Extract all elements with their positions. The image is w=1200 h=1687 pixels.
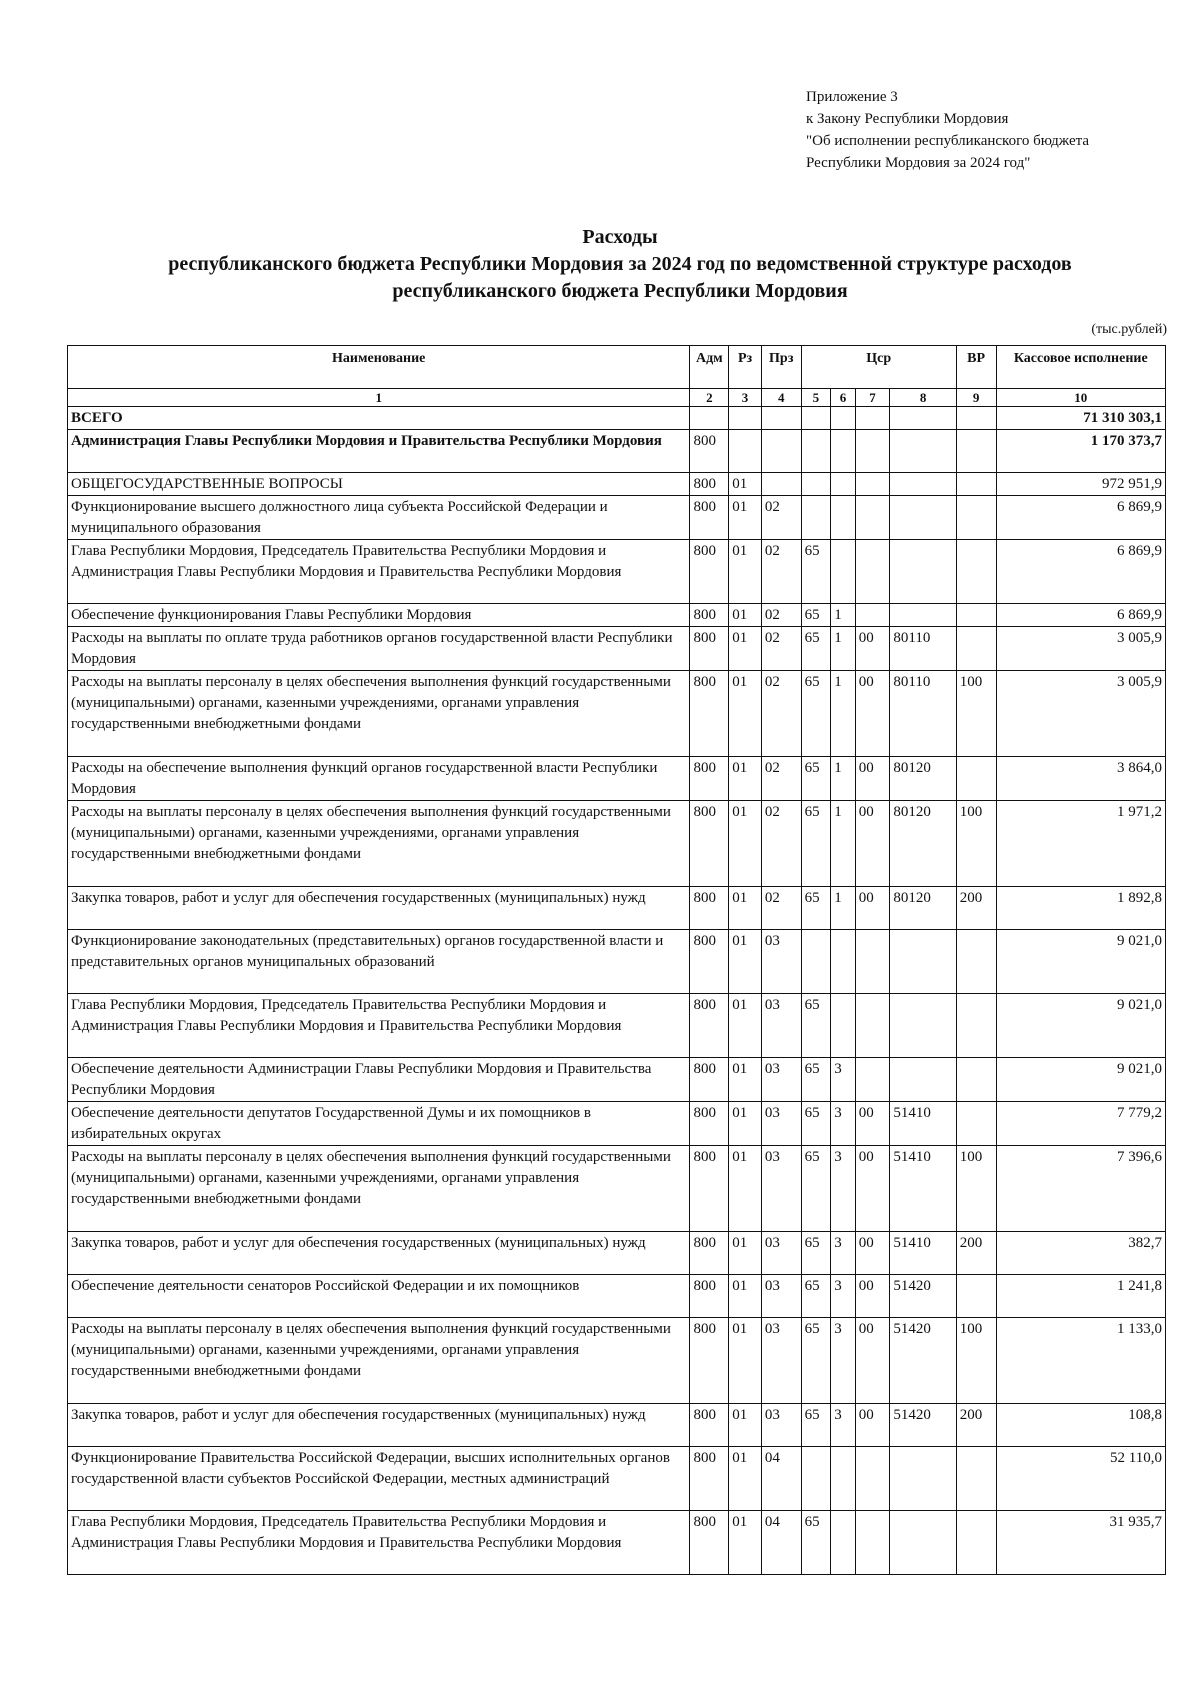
col-number: 6 [831, 389, 855, 407]
cell-adm: 800 [690, 1404, 729, 1447]
cell-vr [956, 1275, 996, 1318]
cell-c5: 65 [801, 627, 831, 671]
cell-c6: 1 [831, 801, 855, 887]
cell-rz: 01 [729, 1318, 762, 1404]
cell-vr [956, 496, 996, 540]
cell-prz: 02 [761, 496, 801, 540]
cell-name: Администрация Главы Республики Мордовия и Правительства Республики Мордовия [68, 430, 690, 473]
cell-rz: 01 [729, 1058, 762, 1102]
cell-rz: 01 [729, 757, 762, 801]
cell-vr [956, 540, 996, 604]
cell-c6: 3 [831, 1058, 855, 1102]
appendix-note [806, 86, 1186, 174]
cell-c8: 80120 [890, 757, 956, 801]
cell-c7 [855, 1511, 890, 1575]
cell-rz [729, 407, 762, 430]
cell-sum: 9 021,0 [996, 930, 1165, 994]
cell-c7: 00 [855, 757, 890, 801]
cell-name: Закупка товаров, работ и услуг для обеспечения государственных (муниципальных) нужд [68, 1232, 690, 1275]
cell-sum: 1 133,0 [996, 1318, 1165, 1404]
cell-c7 [855, 1058, 890, 1102]
cell-rz: 01 [729, 887, 762, 930]
cell-name: Глава Республики Мордовия, Председатель Правительства Республики Мордовия и Администрация Главы Республики Мордовия и Правительства Республики Мордовия [68, 1511, 690, 1575]
cell-c6 [831, 496, 855, 540]
cell-prz: 02 [761, 671, 801, 757]
cell-adm: 800 [690, 1275, 729, 1318]
cell-rz: 01 [729, 994, 762, 1058]
cell-adm: 800 [690, 1447, 729, 1511]
cell-adm: 800 [690, 627, 729, 671]
document-title [60, 224, 1180, 305]
cell-sum: 108,8 [996, 1404, 1165, 1447]
cell-vr [956, 1102, 996, 1146]
table-row [68, 994, 1166, 1058]
cell-c6 [831, 430, 855, 473]
cell-prz: 02 [761, 604, 801, 627]
table-row [68, 430, 1166, 473]
cell-vr: 100 [956, 1146, 996, 1232]
cell-c5: 65 [801, 994, 831, 1058]
cell-name: Обеспечение деятельности сенаторов Российской Федерации и их помощников [68, 1275, 690, 1318]
cell-vr [956, 407, 996, 430]
cell-prz: 02 [761, 887, 801, 930]
table-row [68, 407, 1166, 430]
cell-prz: 04 [761, 1511, 801, 1575]
cell-sum: 1 892,8 [996, 887, 1165, 930]
cell-vr [956, 1058, 996, 1102]
cell-c5 [801, 930, 831, 994]
cell-vr [956, 994, 996, 1058]
header-name: Наименование [68, 346, 690, 389]
header-vr: ВР [956, 346, 996, 389]
cell-prz: 02 [761, 801, 801, 887]
cell-c8: 80120 [890, 887, 956, 930]
cell-adm: 800 [690, 1511, 729, 1575]
cell-c8: 80120 [890, 801, 956, 887]
col-number: 1 [68, 389, 690, 407]
col-number: 10 [996, 389, 1165, 407]
cell-c8: 80110 [890, 627, 956, 671]
cell-c7 [855, 930, 890, 994]
cell-name: Расходы на выплаты персоналу в целях обеспечения выполнения функций государственными (муниципальными) органами, казенными учреждениями, органами управления государственными внебюджетными фондами [68, 1318, 690, 1404]
cell-vr: 100 [956, 1318, 996, 1404]
units-label: (тыс.рублей) [1091, 322, 1167, 337]
table-row [68, 1318, 1166, 1404]
cell-prz [761, 430, 801, 473]
cell-sum: 52 110,0 [996, 1447, 1165, 1511]
table-row [68, 1102, 1166, 1146]
cell-c7: 00 [855, 627, 890, 671]
cell-c5 [801, 496, 831, 540]
cell-c8: 51420 [890, 1318, 956, 1404]
cell-vr: 100 [956, 671, 996, 757]
cell-sum: 6 869,9 [996, 540, 1165, 604]
cell-c7: 00 [855, 1275, 890, 1318]
table-row [68, 1404, 1166, 1447]
cell-sum: 3 864,0 [996, 757, 1165, 801]
cell-rz: 01 [729, 671, 762, 757]
cell-c7: 00 [855, 671, 890, 757]
cell-c8 [890, 473, 956, 496]
cell-c7 [855, 540, 890, 604]
cell-name: Функционирование законодательных (представительных) органов государственной власти и представительных органов муниципальных образований [68, 930, 690, 994]
cell-vr [956, 757, 996, 801]
cell-vr: 200 [956, 1404, 996, 1447]
table-row [68, 757, 1166, 801]
cell-c5 [801, 407, 831, 430]
cell-vr [956, 473, 996, 496]
cell-name: Обеспечение функционирования Главы Республики Мордовия [68, 604, 690, 627]
cell-sum: 31 935,7 [996, 1511, 1165, 1575]
cell-rz: 01 [729, 801, 762, 887]
cell-c7: 00 [855, 1102, 890, 1146]
appendix-line: к Закону Республики Мордовия [806, 111, 1009, 127]
table-row [68, 1275, 1166, 1318]
cell-adm: 800 [690, 757, 729, 801]
cell-c8 [890, 407, 956, 430]
table-row [68, 473, 1166, 496]
cell-rz: 01 [729, 930, 762, 994]
cell-sum: 6 869,9 [996, 604, 1165, 627]
col-number: 3 [729, 389, 762, 407]
cell-c8 [890, 430, 956, 473]
cell-c6: 3 [831, 1146, 855, 1232]
cell-name: Расходы на выплаты персоналу в целях обеспечения выполнения функций государственными (муниципальными) органами, казенными учреждениями, органами управления государственными внебюджетными фондами [68, 801, 690, 887]
table-row [68, 496, 1166, 540]
cell-c5 [801, 430, 831, 473]
cell-prz [761, 473, 801, 496]
cell-name: ВСЕГО [68, 407, 690, 430]
cell-c5: 65 [801, 1511, 831, 1575]
cell-c7: 00 [855, 1146, 890, 1232]
cell-c5 [801, 1447, 831, 1511]
cell-c8: 51420 [890, 1275, 956, 1318]
cell-sum: 1 971,2 [996, 801, 1165, 887]
cell-c8 [890, 930, 956, 994]
cell-prz: 03 [761, 1146, 801, 1232]
title-line: республиканского бюджета Республики Мордовия [392, 280, 848, 302]
cell-adm: 800 [690, 994, 729, 1058]
cell-name: Расходы на выплаты по оплате труда работников органов государственной власти Республики Мордовия [68, 627, 690, 671]
col-number: 2 [690, 389, 729, 407]
cell-c5: 65 [801, 1275, 831, 1318]
cell-sum: 9 021,0 [996, 994, 1165, 1058]
cell-sum: 382,7 [996, 1232, 1165, 1275]
cell-prz: 03 [761, 1275, 801, 1318]
appendix-line: Республики Мордовия за 2024 год" [806, 155, 1031, 171]
cell-prz: 04 [761, 1447, 801, 1511]
title-line: республиканского бюджета Республики Мордовия за 2024 год по ведомственной структуре расходов [168, 253, 1072, 275]
cell-c6: 1 [831, 671, 855, 757]
cell-c5: 65 [801, 887, 831, 930]
cell-vr: 200 [956, 887, 996, 930]
cell-vr: 200 [956, 1232, 996, 1275]
col-number: 8 [890, 389, 956, 407]
table-row [68, 604, 1166, 627]
cell-adm: 800 [690, 887, 729, 930]
cell-c6 [831, 1447, 855, 1511]
cell-rz: 01 [729, 1275, 762, 1318]
cell-c6: 3 [831, 1232, 855, 1275]
cell-prz: 03 [761, 994, 801, 1058]
cell-c6 [831, 473, 855, 496]
cell-sum: 9 021,0 [996, 1058, 1165, 1102]
cell-c8: 51410 [890, 1232, 956, 1275]
header-prz: Прз [761, 346, 801, 389]
cell-rz: 01 [729, 1146, 762, 1232]
cell-adm: 800 [690, 540, 729, 604]
col-number: 5 [801, 389, 831, 407]
cell-sum: 71 310 303,1 [996, 407, 1165, 430]
cell-c6: 3 [831, 1404, 855, 1447]
cell-adm: 800 [690, 1146, 729, 1232]
cell-adm [690, 407, 729, 430]
cell-sum: 1 241,8 [996, 1275, 1165, 1318]
cell-prz: 02 [761, 627, 801, 671]
cell-c5: 65 [801, 604, 831, 627]
cell-c7 [855, 496, 890, 540]
cell-name: Расходы на выплаты персоналу в целях обеспечения выполнения функций государственными (муниципальными) органами, казенными учреждениями, органами управления государственными внебюджетными фондами [68, 671, 690, 757]
cell-c7 [855, 430, 890, 473]
cell-c6: 3 [831, 1275, 855, 1318]
cell-adm: 800 [690, 1058, 729, 1102]
cell-c7 [855, 1447, 890, 1511]
header-rz: Рз [729, 346, 762, 389]
cell-adm: 800 [690, 801, 729, 887]
expenditure-table [67, 345, 1166, 1575]
cell-adm: 800 [690, 1318, 729, 1404]
cell-name: Закупка товаров, работ и услуг для обеспечения государственных (муниципальных) нужд [68, 887, 690, 930]
cell-sum: 3 005,9 [996, 671, 1165, 757]
cell-c7 [855, 407, 890, 430]
cell-rz: 01 [729, 540, 762, 604]
cell-sum: 3 005,9 [996, 627, 1165, 671]
cell-c8: 80110 [890, 671, 956, 757]
cell-c8 [890, 1447, 956, 1511]
cell-c8 [890, 540, 956, 604]
col-number: 9 [956, 389, 996, 407]
table-row [68, 930, 1166, 994]
cell-name: Функционирование высшего должностного лица субъекта Российской Федерации и муниципального образования [68, 496, 690, 540]
cell-adm: 800 [690, 430, 729, 473]
cell-rz: 01 [729, 604, 762, 627]
cell-vr [956, 430, 996, 473]
cell-rz: 01 [729, 1102, 762, 1146]
cell-name: Обеспечение деятельности Администрации Главы Республики Мордовия и Правительства Республики Мордовия [68, 1058, 690, 1102]
cell-vr [956, 604, 996, 627]
table-row [68, 1232, 1166, 1275]
table-row [68, 540, 1166, 604]
cell-adm: 800 [690, 1232, 729, 1275]
cell-c7: 00 [855, 887, 890, 930]
cell-rz [729, 430, 762, 473]
table-row [68, 1058, 1166, 1102]
cell-rz: 01 [729, 1232, 762, 1275]
cell-prz: 03 [761, 1404, 801, 1447]
cell-c7 [855, 604, 890, 627]
cell-adm: 800 [690, 473, 729, 496]
cell-c8: 51420 [890, 1404, 956, 1447]
cell-prz: 03 [761, 1232, 801, 1275]
cell-c5: 65 [801, 1404, 831, 1447]
col-number: 4 [761, 389, 801, 407]
cell-c6 [831, 540, 855, 604]
cell-c8: 51410 [890, 1146, 956, 1232]
cell-c5 [801, 473, 831, 496]
cell-adm: 800 [690, 604, 729, 627]
col-number: 7 [855, 389, 890, 407]
cell-c6: 3 [831, 1318, 855, 1404]
cell-name: Глава Республики Мордовия, Председатель Правительства Республики Мордовия и Администрация Главы Республики Мордовия и Правительства Республики Мордовия [68, 540, 690, 604]
table-row [68, 1146, 1166, 1232]
cell-vr [956, 627, 996, 671]
cell-sum: 972 951,9 [996, 473, 1165, 496]
cell-c6: 1 [831, 887, 855, 930]
cell-c5: 65 [801, 801, 831, 887]
cell-c6 [831, 1511, 855, 1575]
table-row [68, 887, 1166, 930]
cell-sum: 6 869,9 [996, 496, 1165, 540]
cell-c6: 3 [831, 1102, 855, 1146]
table-row [68, 1447, 1166, 1511]
cell-name: Закупка товаров, работ и услуг для обеспечения государственных (муниципальных) нужд [68, 1404, 690, 1447]
cell-c8 [890, 496, 956, 540]
cell-c5: 65 [801, 1232, 831, 1275]
table-row [68, 627, 1166, 671]
cell-vr [956, 930, 996, 994]
cell-vr: 100 [956, 801, 996, 887]
cell-prz: 03 [761, 1058, 801, 1102]
cell-c6: 1 [831, 757, 855, 801]
table-row [68, 671, 1166, 757]
cell-adm: 800 [690, 1102, 729, 1146]
title-line: Расходы [582, 226, 658, 248]
cell-c5: 65 [801, 1102, 831, 1146]
cell-vr [956, 1447, 996, 1511]
cell-vr [956, 1511, 996, 1575]
cell-prz: 03 [761, 930, 801, 994]
cell-c7: 00 [855, 801, 890, 887]
cell-c8 [890, 994, 956, 1058]
cell-c7: 00 [855, 1318, 890, 1404]
table-row [68, 1511, 1166, 1575]
cell-c8: 51410 [890, 1102, 956, 1146]
cell-c7 [855, 994, 890, 1058]
cell-name: Обеспечение деятельности депутатов Государственной Думы и их помощников в избирательных округах [68, 1102, 690, 1146]
header-csr: Цср [801, 346, 956, 389]
cell-c5: 65 [801, 671, 831, 757]
cell-c7: 00 [855, 1232, 890, 1275]
cell-name: Расходы на обеспечение выполнения функций органов государственной власти Республики Мордовия [68, 757, 690, 801]
table-body [68, 407, 1166, 1575]
cell-name: Расходы на выплаты персоналу в целях обеспечения выполнения функций государственными (муниципальными) органами, казенными учреждениями, органами управления государственными внебюджетными фондами [68, 1146, 690, 1232]
cell-c5: 65 [801, 757, 831, 801]
cell-c6: 1 [831, 604, 855, 627]
header-sum: Кассовое исполнение [996, 346, 1165, 389]
cell-prz: 03 [761, 1102, 801, 1146]
appendix-line: "Об исполнении республиканского бюджета [806, 133, 1090, 149]
cell-prz: 02 [761, 757, 801, 801]
cell-c6 [831, 930, 855, 994]
cell-sum: 7 779,2 [996, 1102, 1165, 1146]
cell-c6: 1 [831, 627, 855, 671]
cell-c6 [831, 407, 855, 430]
appendix-line: Приложение 3 [806, 89, 898, 105]
column-number-row [68, 389, 1166, 407]
cell-c8 [890, 1058, 956, 1102]
cell-c5: 65 [801, 1146, 831, 1232]
cell-c5: 65 [801, 1318, 831, 1404]
cell-c8 [890, 1511, 956, 1575]
cell-c6 [831, 994, 855, 1058]
cell-name: Глава Республики Мордовия, Председатель Правительства Республики Мордовия и Администрация Главы Республики Мордовия и Правительства Республики Мордовия [68, 994, 690, 1058]
cell-name: Функционирование Правительства Российской Федерации, высших исполнительных органов государственной власти субъектов Российской Федерации, местных администраций [68, 1447, 690, 1511]
cell-c7: 00 [855, 1404, 890, 1447]
header-adm: Адм [690, 346, 729, 389]
cell-adm: 800 [690, 671, 729, 757]
cell-prz: 03 [761, 1318, 801, 1404]
cell-prz [761, 407, 801, 430]
cell-sum: 7 396,6 [996, 1146, 1165, 1232]
table-row [68, 801, 1166, 887]
cell-c8 [890, 604, 956, 627]
cell-c5: 65 [801, 1058, 831, 1102]
cell-rz: 01 [729, 1511, 762, 1575]
cell-prz: 02 [761, 540, 801, 604]
cell-c7 [855, 473, 890, 496]
cell-adm: 800 [690, 930, 729, 994]
cell-rz: 01 [729, 1404, 762, 1447]
cell-name: ОБЩЕГОСУДАРСТВЕННЫЕ ВОПРОСЫ [68, 473, 690, 496]
cell-rz: 01 [729, 1447, 762, 1511]
cell-sum: 1 170 373,7 [996, 430, 1165, 473]
cell-rz: 01 [729, 496, 762, 540]
cell-c5: 65 [801, 540, 831, 604]
cell-adm: 800 [690, 496, 729, 540]
cell-rz: 01 [729, 627, 762, 671]
header-row [68, 346, 1166, 389]
cell-rz: 01 [729, 473, 762, 496]
